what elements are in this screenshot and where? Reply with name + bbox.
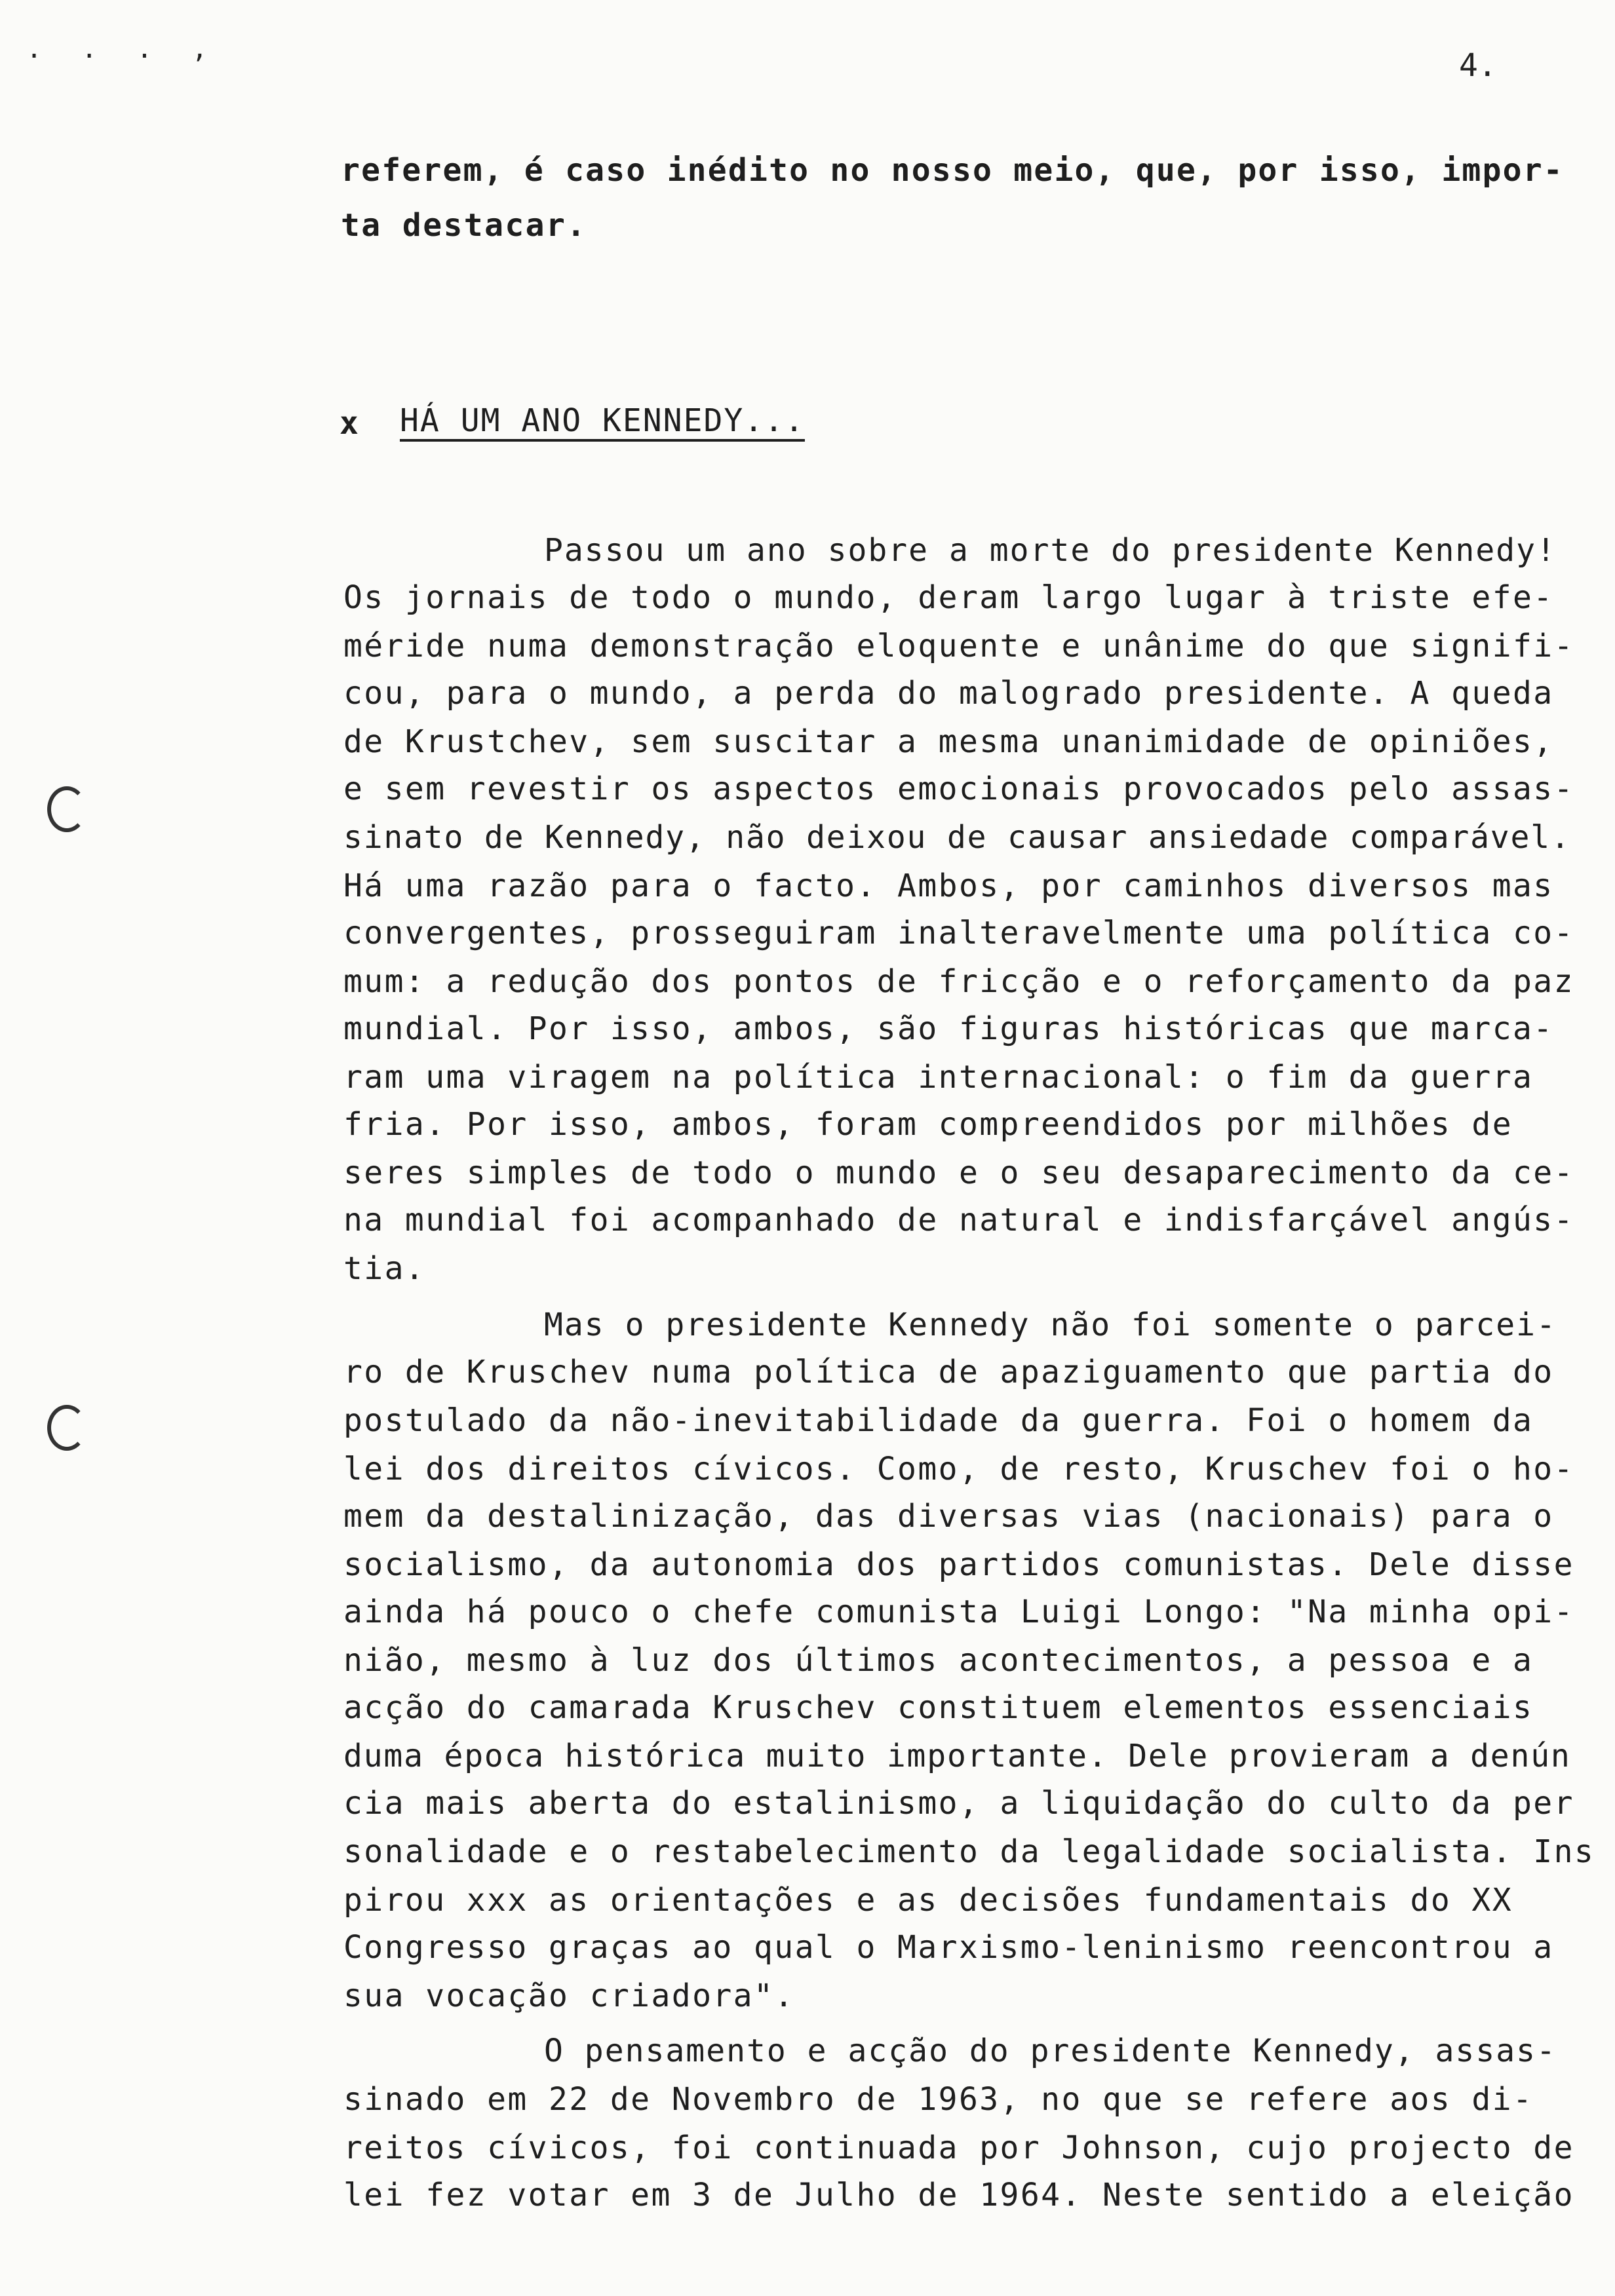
text-line: seres simples de todo o mundo e o seu desaparecimento da ce-	[343, 1155, 1574, 1191]
text-line: O pensamento e acção do presidente Kennedy, assas-	[544, 2033, 1557, 2069]
text-line: duma época histórica muito importante. Dele provieram a denún	[343, 1738, 1571, 1774]
text-line: pirou xxx as orientações e as decisões fundamentais do XX	[343, 1882, 1513, 1919]
text-line: méride numa demonstração eloquente e unânime do que signifi-	[343, 628, 1574, 664]
text-line: ainda há pouco o chefe comunista Luigi Longo: "Na minha opi-	[343, 1594, 1574, 1630]
text-line: fria. Por isso, ambos, foram compreendidos por milhões de	[343, 1106, 1513, 1143]
page-number: 4.	[1459, 47, 1497, 84]
text-line: mum: a redução dos pontos de fricção e o reforçamento da paz	[343, 963, 1574, 1000]
text-line: reitos cívicos, foi continuada por Johnson, cujo projecto de	[343, 2130, 1574, 2166]
text-line: referem, é caso inédito no nosso meio, que, por isso, impor-	[341, 152, 1564, 189]
text-line: na mundial foi acompanhado de natural e indisfarçável angús-	[343, 1202, 1574, 1238]
text-line: acção do camarada Kruschev constituem elementos essenciais	[343, 1689, 1534, 1726]
text-line: lei dos direitos cívicos. Como, de resto, Kruschev foi o ho-	[343, 1451, 1574, 1487]
text-line: de Krustchev, sem suscitar a mesma unanimidade de opiniões,	[343, 723, 1554, 760]
text-line: nião, mesmo à luz dos últimos acontecimentos, a pessoa e a	[343, 1642, 1534, 1679]
text-line: sua vocação criadora".	[343, 1978, 795, 2014]
text-line: lei fez votar em 3 de Julho de 1964. Neste sentido a eleição	[343, 2177, 1574, 2213]
heading-bullet: x	[340, 405, 359, 442]
text-line: Os jornais de todo o mundo, deram largo lugar à triste efe-	[343, 579, 1554, 616]
text-line: mem da destalinização, das diversas vias (nacionais) para o	[343, 1498, 1554, 1535]
text-line: sinado em 22 de Novembro de 1963, no que se refere aos di-	[343, 2081, 1534, 2118]
text-line: cia mais aberta do estalinismo, a liquidação do culto da per	[343, 1785, 1574, 1822]
punch-hole-icon	[47, 1405, 87, 1451]
text-line: Congresso graças ao qual o Marxismo-leninismo reencontrou a	[343, 1929, 1554, 1966]
text-line: socialismo, da autonomia dos partidos comunistas. Dele disse	[343, 1546, 1574, 1583]
text-line: Mas o presidente Kennedy não foi somente o parcei-	[544, 1307, 1557, 1343]
text-line: Passou um ano sobre a morte do presidente Kennedy!	[544, 532, 1557, 569]
text-line: tia.	[343, 1250, 426, 1287]
text-line: e sem revestir os aspectos emocionais provocados pelo assas-	[343, 771, 1574, 807]
text-line: Há uma razão para o facto. Ambos, por caminhos diversos mas	[343, 868, 1554, 904]
text-line: ro de Kruschev numa política de apaziguamento que partia do	[343, 1354, 1554, 1390]
text-line: sinato de Kennedy, não deixou de causar ansiedade comparável.	[343, 819, 1571, 856]
text-line: cou, para o mundo, a perda do malogrado presidente. A queda	[343, 675, 1554, 712]
text-line: ta destacar.	[341, 207, 587, 244]
text-line: sonalidade e o restabelecimento da legalidade socialista. Ins	[343, 1833, 1595, 1870]
text-line: ram uma viragem na política internacional: o fim da guerra	[343, 1059, 1534, 1096]
corner-marks: . . . ,	[26, 34, 220, 64]
text-line: postulado da não-inevitabilidade da guerra. Foi o homem da	[343, 1402, 1534, 1439]
text-line: convergentes, prosseguiram inalteravelmente uma política co-	[343, 915, 1574, 951]
text-line: mundial. Por isso, ambos, são figuras históricas que marca-	[343, 1010, 1554, 1047]
punch-hole-icon	[47, 786, 87, 832]
section-heading: HÁ UM ANO KENNEDY...	[400, 402, 805, 439]
